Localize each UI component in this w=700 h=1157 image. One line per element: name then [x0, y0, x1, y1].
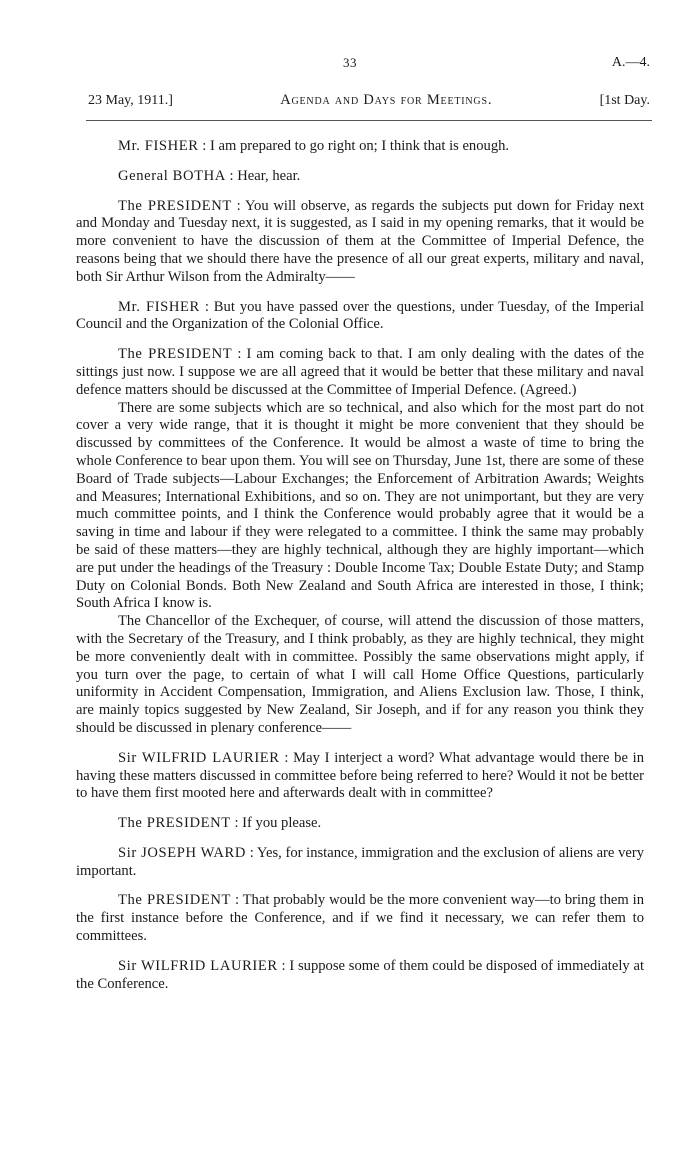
speaker-name: The PRESIDENT	[118, 197, 232, 214]
paragraph	[76, 346, 644, 399]
page-number: 33	[343, 55, 357, 70]
running-head	[88, 92, 650, 109]
paragraph-text: The Chancellor of the Exchequer, of course, will attend the discussion of those matters, with the Secretary of the Treasury, and I think probably, as they are highly technical, they might be more conveniently dealt with in committee. Possibly the same observations might apply, if you turn over the page, to certain of what I will call Home Office Questions, particularly uniformity in Accident Compensation, Immigration, and Aliens Exclusion law. Those, I think, are mainly topics suggested by New Zealand, Sir Joseph, and if for any reason you think they should be discussed in plenary conference——	[76, 613, 644, 736]
paragraph	[76, 400, 644, 614]
header-date: 23 May, 1911.]	[88, 93, 173, 108]
speaker-name: Sir JOSEPH WARD	[118, 844, 247, 861]
paragraph	[76, 299, 644, 335]
speaker-name: The PRESIDENT	[118, 346, 233, 363]
paragraph	[76, 168, 644, 186]
paragraph-text: : I am prepared to go right on; I think that is enough.	[198, 138, 510, 154]
paragraph-text: : You will observe, as regards the subjects put down for Friday next and Monday and Tuesday next, it is suggested, as I said in my opening remarks, that it would be more convenient to have the discussion of them at the Committee of Imperial Defence, the reasons being that we should there have the presence of all our great experts, military and naval, both Sir Arthur Wilson from the Admiralty——	[76, 197, 644, 285]
header-title: Agenda and Days for Meetings.	[280, 92, 493, 108]
paragraph	[76, 750, 644, 803]
speaker-name: Sir WILFRID LAURIER	[118, 749, 280, 766]
paragraph-text: : I am coming back to that. I am only dealing with the dates of the sittings just now. I suppose we are all agreed that it would be better that these military and naval defence matters should be discussed at the Committee of Imperial Defence. (Agreed.)	[76, 346, 644, 398]
paragraph-text: : Yes, for instance, immigration and the exclusion of aliens are very important.	[76, 844, 644, 879]
paragraph	[76, 958, 644, 994]
paragraph-text: : But you have passed over the questions, under Tuesday, of the Imperial Council and the Organization of the Colonial Office.	[76, 298, 644, 333]
speaker-name: Mr. FISHER	[118, 298, 200, 315]
paragraph-text: : That probably would be the more convenient way—to bring them in the first instance before the Conference, and if we find it necessary, we can refer them to committees.	[76, 892, 644, 945]
paragraph	[76, 613, 644, 738]
paragraph	[76, 892, 644, 945]
header-rule	[86, 120, 652, 121]
document-reference: A.—4.	[611, 55, 650, 70]
paragraph-text: : May I interject a word? What advantage would there be in having these matters discussed in committee before being referred to here? Would it not be better to have them first mooted here and afterwards dealt with in committee?	[76, 749, 645, 802]
transcript-body	[76, 138, 644, 1005]
paragraph	[76, 198, 644, 287]
paragraph	[76, 845, 644, 881]
speaker-name: General BOTHA	[118, 167, 226, 184]
paragraph-text: : Hear, hear.	[225, 167, 301, 184]
paragraph-text: There are some subjects which are so technical, and also which for the most part do not cover a very wide range, that it is thought it might be more convenient that they should be discussed by committees of the Conference. It would be almost a waste of time to bring the whole Conference to bear upon them. You will see on Thursday, June 1st, there are some of these Board of Trade subjects—Labour Exchanges; the Enforcement of Arbitration Awards; Weights and Measures; International Exhibitions, and so on. They are not unimportant, but they are very much committee points, and I think the Conference would probably agree that it would be a saving in time and labour if they were relegated to a committee. I think the same may probably be said of these matters—they are highly technical, although they are highly important—which are put under the headings of the Treasury : Double Income Tax; Double Estate Duty; and Stamp Duty on Colonial Bonds. Both New Zealand and South Africa are interested in those, I think; South Africa I know is.	[76, 399, 644, 612]
paragraph	[76, 815, 644, 833]
speaker-name: The PRESIDENT	[118, 815, 231, 832]
speaker-name: Mr. FISHER	[118, 138, 199, 154]
header-day: [1st Day.	[599, 93, 650, 108]
paragraph-text: : I suppose some of them could be disposed of immediately at the Conference.	[76, 957, 644, 992]
paragraph-text: : If you please.	[230, 815, 322, 832]
speaker-name: Sir WILFRID LAURIER	[118, 957, 278, 974]
paragraph	[76, 138, 644, 156]
speaker-name: The PRESIDENT	[118, 892, 232, 909]
